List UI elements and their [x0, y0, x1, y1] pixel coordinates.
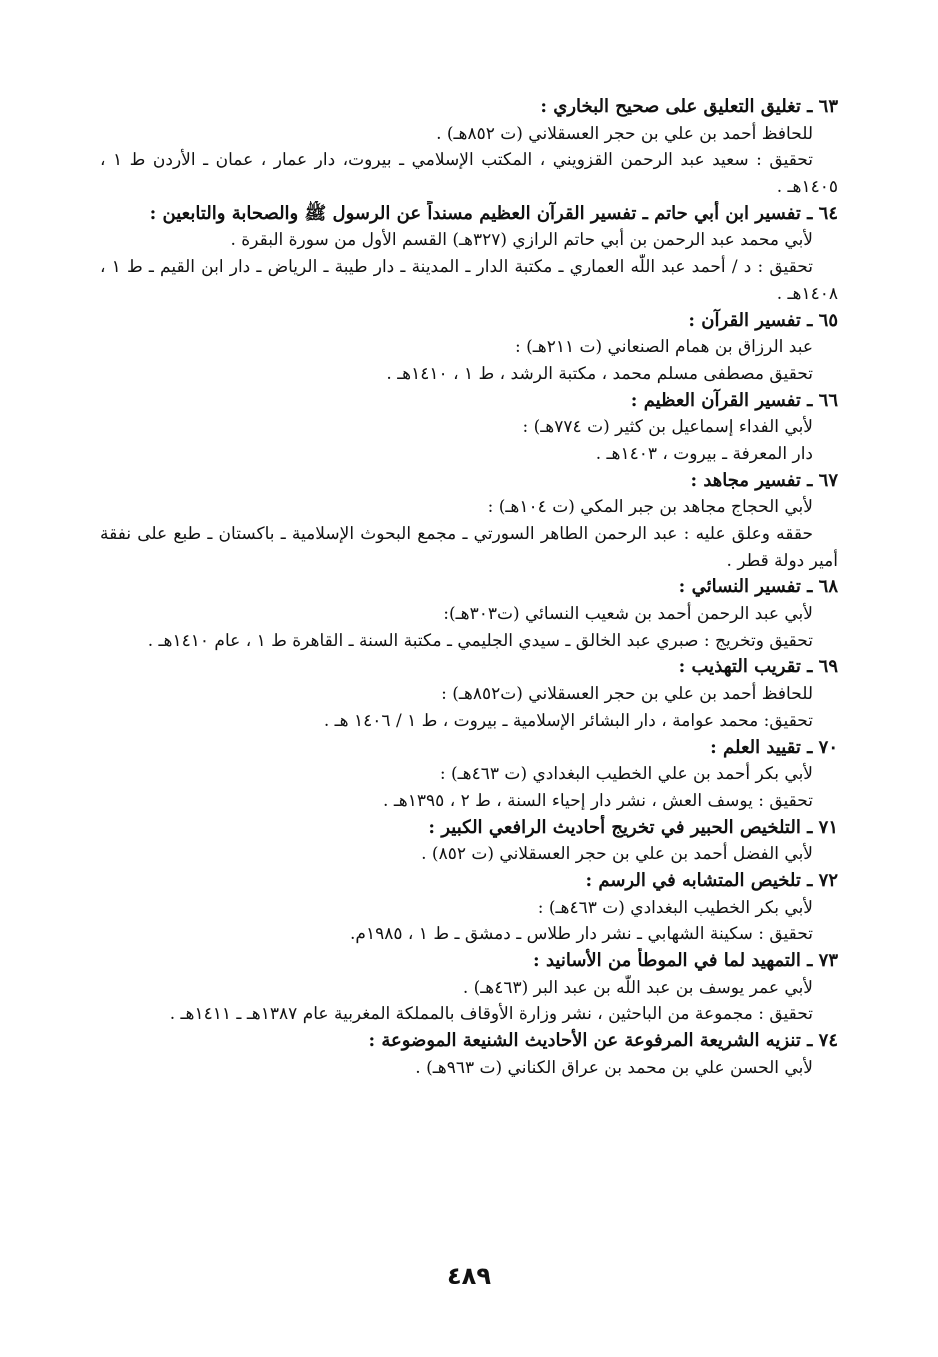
entry-line: لأبي الفضل أحمد بن علي بن حجر العسقلاني (ت ٨٥٢) .	[421, 844, 813, 865]
entry-line: لأبي الحسن علي بن محمد بن عراق الكناني (ت ٩٦٣هـ) .	[415, 1057, 813, 1078]
entry-continuation: ١٤٠٥هـ .	[776, 177, 838, 198]
entry-line: لأبي بكر أحمد بن علي الخطيب البغدادي (ت ٤٦٣هـ) :	[439, 764, 813, 785]
entry-line: تحقيق : مجموعة من الباحثين ، نشر وزارة الأوقاف بالمملكة المغربية عام ١٣٨٧هـ ـ ١٤١١هـ .	[169, 1004, 813, 1025]
entry-line: للحافظ أحمد بن علي بن حجر العسقلاني (ت٨٥٢هـ) :	[441, 684, 813, 705]
entry-title: ٧٣ ـ التمهيد لما في الموطأ من الأسانيد :	[533, 950, 838, 971]
entry-title: ٦٣ ـ تغليق التعليق على صحيح البخاري :	[540, 96, 838, 117]
entry-title: ٦٥ ـ تفسير القرآن :	[688, 309, 838, 331]
entry-line: تحقيق : د / أحمد عبد اللّٰه العماري ـ مكتبة الدار ـ المدينة ـ دار طيبة ـ الرياض ـ دار ابن القيم ـ ط ١ ،	[100, 257, 813, 278]
entry-title: ٧١ ـ التلخيص الحبير في تخريج أحاديث الرافعي الكبير :	[428, 816, 838, 838]
entry-line: للحافظ أحمد بن علي بن حجر العسقلاني (ت ٨٥٢هـ) .	[436, 123, 813, 144]
entry-line: عبد الرزاق بن همام الصنعاني (ت ٢١١هـ) :	[514, 337, 813, 358]
entry-continuation: ١٤٠٨هـ .	[776, 283, 838, 304]
page-number: ٤٨٩	[447, 1262, 491, 1290]
entry-title: ٦٨ ـ تفسير النسائي :	[678, 576, 838, 598]
entry-title: ٧٤ ـ تنزيه الشريعة المرفوعة عن الأحاديث الشنيعة الموضوعة :	[368, 1030, 838, 1052]
entry-line: لأبي بكر الخطيب البغدادي (ت ٤٦٣هـ) :	[537, 897, 813, 918]
entry-line: تحقيق مصطفى مسلم محمد ، مكتبة الرشد ، ط ١ ، ١٤١٠هـ .	[386, 363, 813, 384]
entry-title: ٦٤ ـ تفسير ابن أبي حاتم ـ تفسير القرآن العظيم مسنداً عن الرسول ﷺ والصحابة والتابعين :	[149, 202, 838, 224]
entry-continuation: أمير دولة قطر .	[726, 550, 838, 571]
page-body	[100, 94, 838, 1081]
entry-line: تحقيق وتخريج : صبري عبد الخالق ـ سيدي الجليمي ـ مكتبة السنة ـ القاهرة ط ١ ، عام ١٤١٠هـ .	[147, 630, 813, 651]
entry-line: لأبي عمر يوسف بن عبد اللّٰه بن عبد البر (٤٦٣هـ) .	[462, 977, 813, 998]
entry-line: تحقيق : سعيد عبد الرحمن القزويني ، المكتب الإسلامي ـ بيروت، دار عمار ، عمان ـ الأردن ط ١ ،	[100, 150, 814, 171]
entry-line: حققه وعلق عليه : عبد الرحمن الطاهر السورتي ـ مجمع البحوث الإسلامية ـ باكستان ـ طبع على نفقة	[100, 524, 813, 544]
entry-title: ٧٠ ـ تقييد العلم :	[710, 736, 838, 758]
entry-line: دار المعرفة ـ بيروت ، ١٤٠٣هـ .	[595, 443, 813, 464]
entry-title: ٦٩ ـ تقريب التهذيب :	[678, 656, 838, 678]
entry-line: لأبي الفداء إسماعيل بن كثير (ت ٧٧٤هـ) :	[522, 417, 813, 438]
entry-line: تحقيق : سكينة الشهابي ـ نشر دار طلاس ـ دمشق ـ ط ١ ، ١٩٨٥م.	[350, 924, 813, 945]
entry-line: تحقيق: محمد عوامة ، دار البشائر الإسلامية ـ بيروت ، ط ١ / ١٤٠٦ هـ .	[323, 710, 813, 731]
entry-line: لأبي عبد الرحمن أحمد بن شعيب النسائي (ت٣٠٣هـ):	[443, 604, 813, 625]
entry-line: لأبي محمد عبد الرحمن بن أبي حاتم الرازي (٣٢٧هـ) القسم الأول من سورة البقرة .	[230, 230, 813, 251]
entry-line: تحقيق : يوسف العش ، نشر دار إحياء السنة ، ط ٢ ، ١٣٩٥هـ .	[383, 790, 813, 811]
entry-title: ٧٢ ـ تلخيص المتشابه في الرسم :	[585, 869, 838, 891]
entry-title: ٦٧ ـ تفسير مجاهد :	[690, 469, 838, 491]
entry-line: لأبي الحجاج مجاهد بن جبر المكي (ت ١٠٤هـ) :	[487, 497, 813, 518]
entry-title: ٦٦ ـ تفسير القرآن العظيم :	[630, 389, 838, 411]
